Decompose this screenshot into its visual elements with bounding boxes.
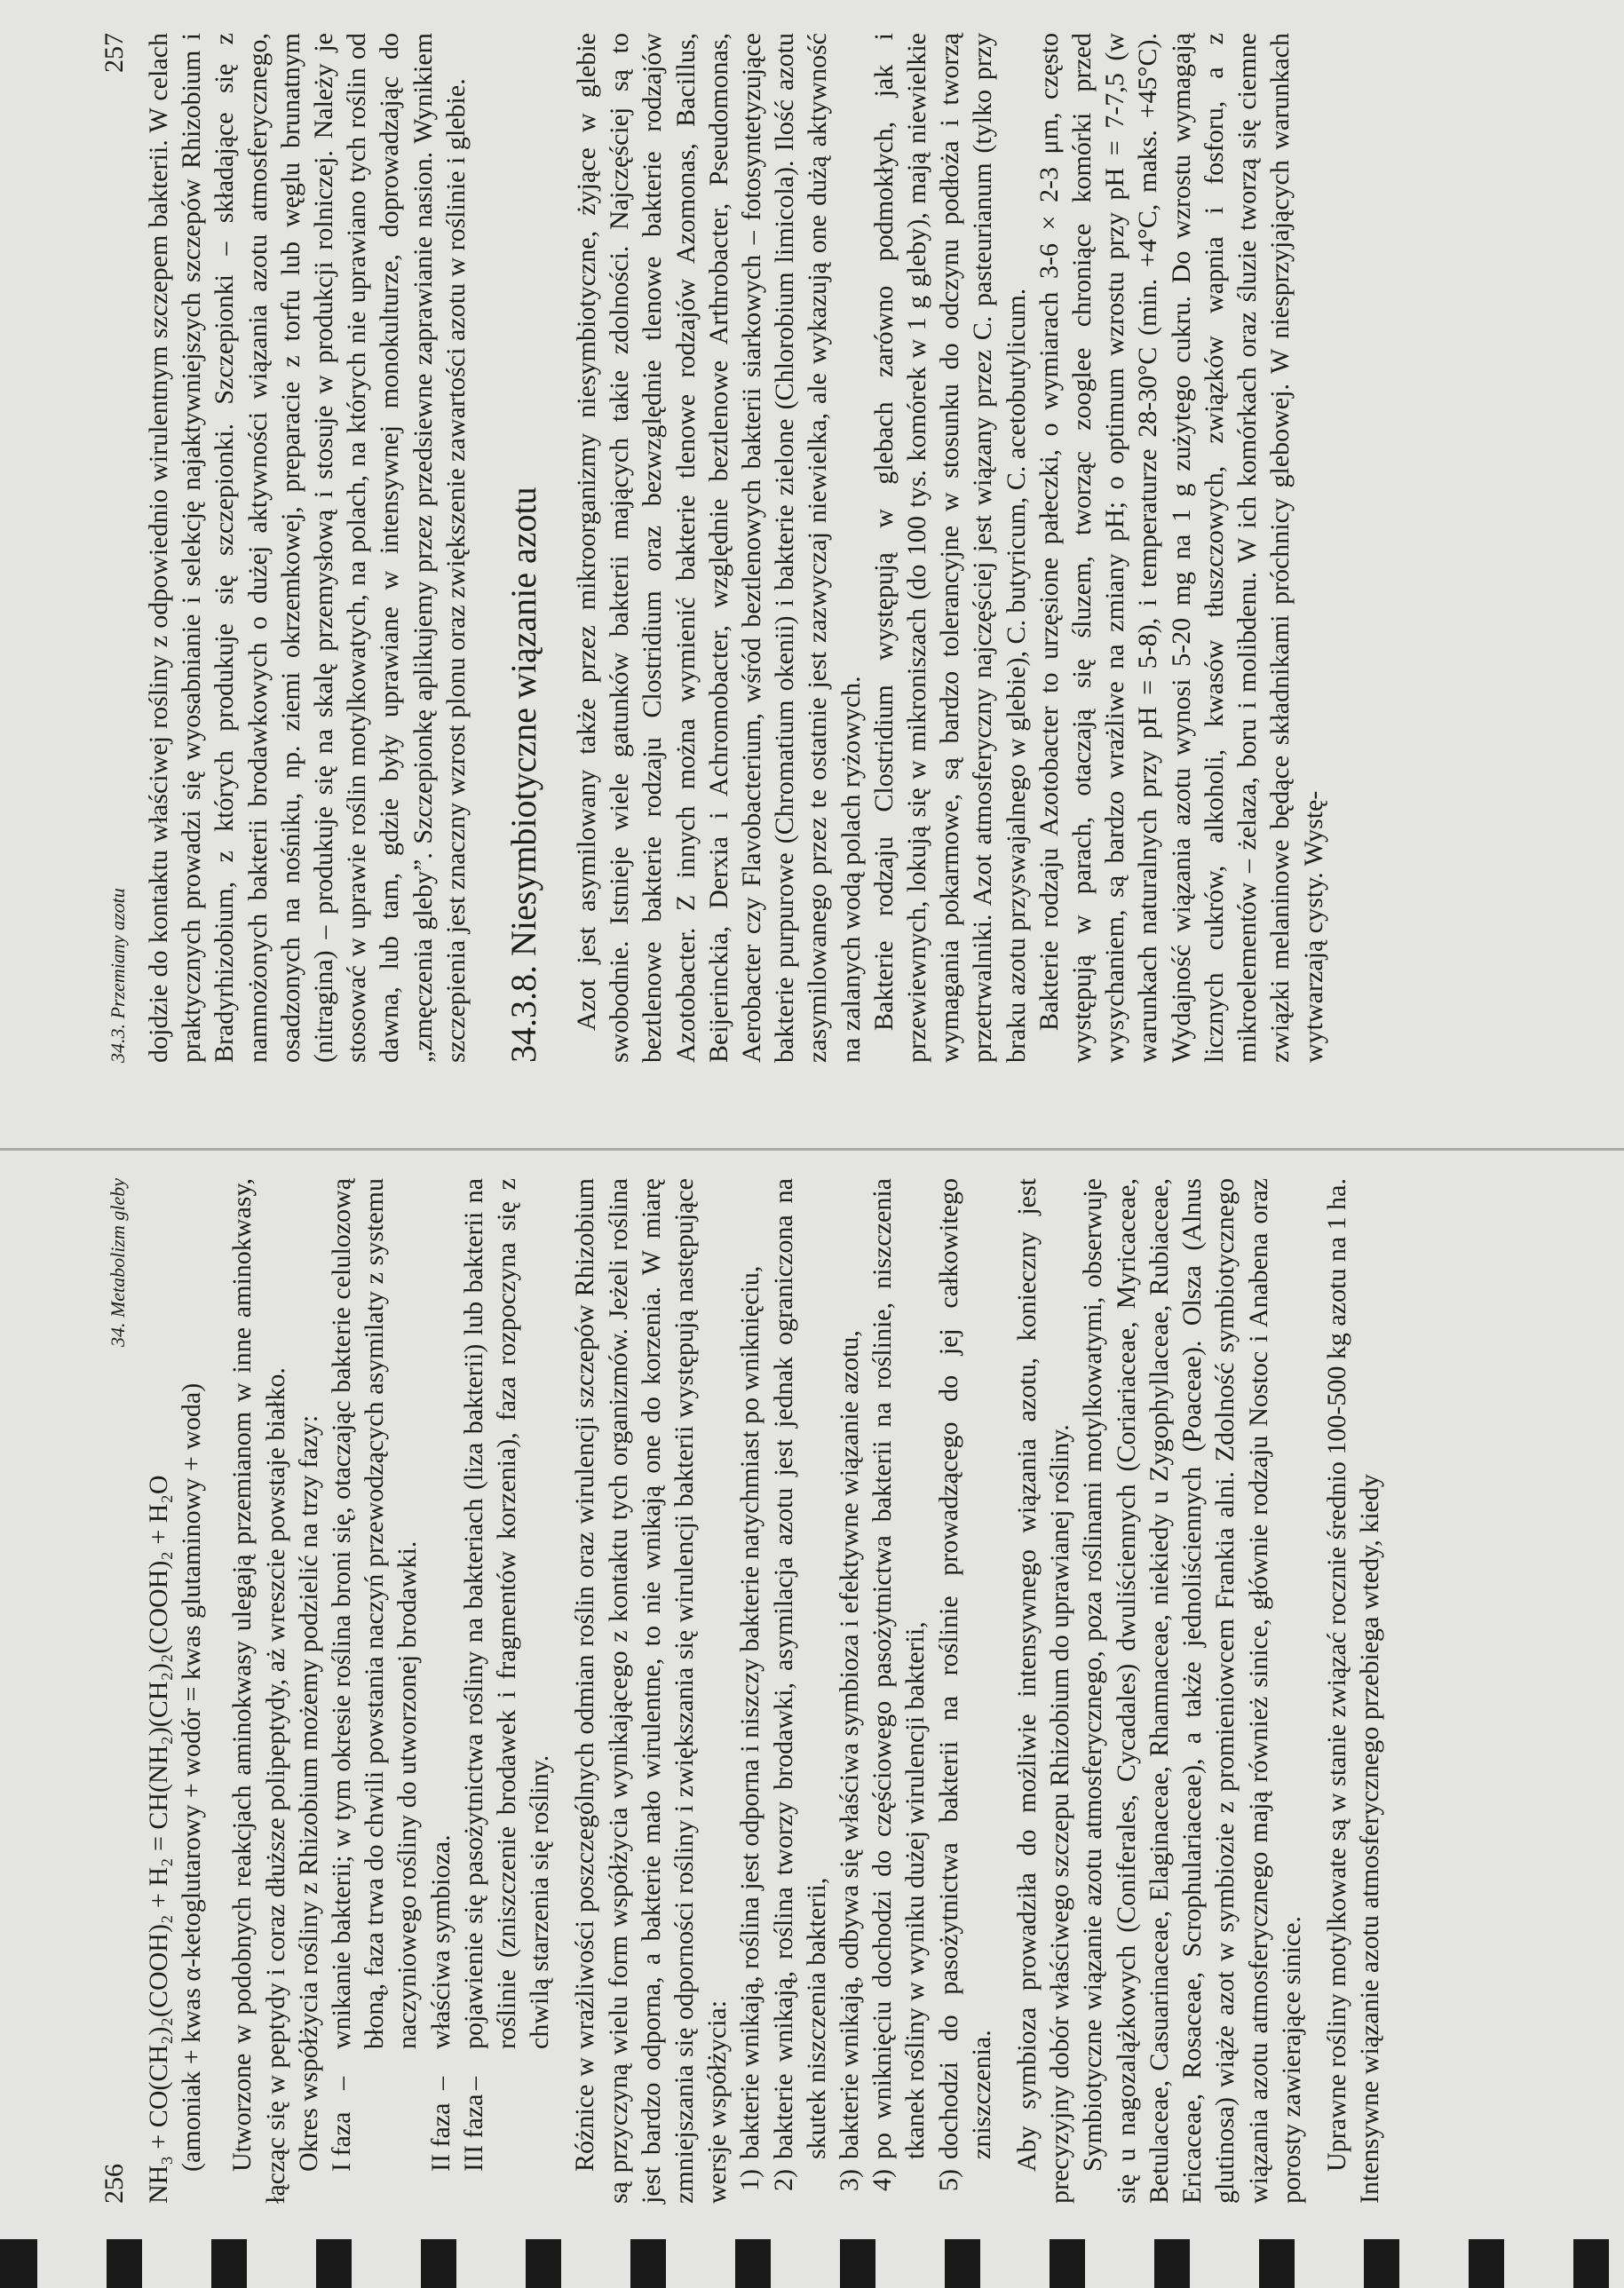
list-number: 2) [768,2169,798,2191]
running-header-left: 34. Metabolizm gleby [107,1178,129,1348]
phase-dash: – [425,2077,456,2090]
paragraph-phases-intro: Okres współżycia rośliny z Rhizobium możemy podzielić na trzy fazy: [293,1414,323,2172]
list-number: 4) [867,2169,898,2191]
phase-dash: – [327,2077,357,2090]
list-text: bakterie wnikają, roślina jest odporna i niszczy bakterie natychmiast po wniknięciu, [735,1265,765,2159]
list-text: bakterie wnikają, odbywa się właściwa symbioza i efektywne wiązanie azotu, [835,1330,865,2159]
scan-edge-mark [1469,2239,1504,2288]
scan-edge-mark [1364,2239,1399,2288]
scan-edge-mark [421,2239,456,2288]
list-number: 5) [933,2169,963,2191]
section-heading: 34.3.8. Niesymbiotyczne wiązanie azotu [503,487,544,1063]
scan-edge-mark [526,2239,561,2288]
formula-line: NH₃ + CO(CH₂)₂(COOH)₂ + H₂ = CH(NH₂)(CH₂)₂(COOH)₂ + H₂O [144,1475,173,2204]
paragraph-symbiotic-fixation: Symbiotyczne wiązanie azotu atmosferycznego, poza roślinami motylkowatymi, obserwuje się u nagozalążkowych (Coniferales, Cycadales) dwuliściennych (Coriariaceae, Myricaceae, Betulaceae, Casuarinaceae, Elaginaceae, Rhamnaceae, niekiedy u Zygophyllaceae, Rubiaceae, Ericaceae, Rosaceae, Scrophulariaceae), a także jednoliściennych (Poaceae). Olsza (Alnus glutinosa) wiąże azot w symbiozie z promieniowcem Frankia alni. Zdolność symbiotycznego wiązania azotu atmosferycznego mają również sinice, głównie rodzaju Nostoc i Anabena oraz porosty zawierające sinice. [1078,1178,1306,2204]
phase-label: I faza [327,2111,357,2172]
scan-edge-mark [1573,2239,1609,2288]
scan-edge-mark [1154,2239,1190,2288]
paragraph-azotobacter: Bakterie rodzaju Azotobacter to urzęsione pałeczki, o wymiarach 3-6 × 2-3 μm, często występują w parach, otaczają się śluzem, tworząc zooglee chroniące komórki przed wysychaniem, są bardzo wrażliwe na zmiany pH; o optimum wzrostu przy pH = 7-7,5 (w warunkach naturalnych przy pH = 5-8), i temperaturze 28-30°C (min. +4°C, maks. +45°C). Wydajność wiązania azotu wynosi 5-20 mg na 1 g zużytego cukru. Do wzrostu wymagają licznych cukrów, alkoholi, kwasów tłuszczowych, związków wapnia i fosforu, a z mikroelementów – żelaza, boru i molibdenu. W ich komórkach oraz śluzie tworzą się ciemne związki melaninowe będące składnikami próchnicy glebowej. W niesprzyjających warunkach wytwarzają cysty. Wystę- [1034,33,1328,1063]
paragraph-inoculants: dojdzie do kontaktu właściwej rośliny z odpowiednio wirulentnym szczepem bakterii. W celach praktycznych prowadzi się wyosabnianie i selekcję najaktywniejszych szczepów Rhizobium i Bradyrhizobium, z których produkuje się szczepionki. Szczepionki – składające się z namnożonych bakterii brodawkowych o dużej aktywności wiązania azotu atmosferycznego, osadzonych na nośniku, np. ziemi okrzemkowej, preparacie z torfu lub węglu brunatnym (nitragina) – produkuje się na skalę przemysłową i stosuje w produkcji rolniczej. Należy je stosować w uprawie roślin motylkowatych, na polach, na których nie uprawiano tych roślin od dawna, lub tam, gdzie były uprawiane w intensywnej monokulturze, doprowadzając do „zmęczenia gleby”. Szczepionkę aplikujemy przez przedsiewne zaprawianie nasion. Wynikiem szczepienia jest znaczny wzrost plonu oraz zwiększenie zawartości azotu w roślinie i glebie. [144,33,471,1063]
scan-edge-mark [211,2239,247,2288]
scan-edge-mark [840,2239,875,2288]
paragraph-strain-selection: Aby symbioza prowadziła do możliwie intensywnego wiązania azotu, konieczny jest precyzyjny dobór właściwego szczepu Rhizobium do uprawianej rośliny. [1012,1178,1075,2204]
page-number-left: 256 [99,2164,129,2204]
formula-gloss: (amoniak + kwas α-ketoglutarowy + wodór = kwas glutaminowy + woda) [177,1382,207,2172]
paragraph-clostridium: Bakterie rodzaju Clostridium występują w glebach zarówno podmokłych, jak i przewiewnych, lokują się w mikroniszach (do 100 tys. komórek w 1 g gleby), mają niewielkie wymagania pokarmowe, są bardzo tolerancyjne w stosunku do odczynu podłoża i tworzą przetrwalniki. Azot atmosferyczny najczęściej jest wiązany przez C. pasteurianum (tylko przy braku azotu przyswajalnego w glebie), C. butyricum, C. acetobutylicum. [868,33,1031,1063]
list-text: po wniknięciu dochodzi do częściowego pasożytnictwa bakterii na roślinie, niszczenia tkanek rośliny w wyniku dużej wirulencji bakterii, [867,1178,931,2159]
phase-text: wnikanie bakterii; w tym okresie roślina broni się, otaczając bakterie celulozową błoną, faza trwa do chwili powstania naczyń przewodzących asymilaty z systemu naczyniowego rośliny do utworzonej brodawki. [327,1178,423,2049]
phase-text: pojawienie się pasożytnictwa rośliny na bakteriach (liza bakterii) lub bakterii na roślinie (zniszczenie brodawek i fragmentów korzenia), faza rozpoczyna się z chwilą starzenia się rośliny. [458,1178,555,2049]
scan-edge-mark [107,2239,142,2288]
phase-label: II faza [425,2102,456,2172]
scan-edge-mark [1050,2239,1085,2288]
scan-edge-mark [945,2239,980,2288]
page-number-right: 257 [99,33,129,73]
scan-edge-mark [0,2239,37,2288]
phase-text: właściwa symbioza. [425,1834,456,2049]
phase-dash: – [458,2077,488,2090]
paragraph-nonsymbiotic: Azot jest asymilowany także przez mikroorganizmy niesymbiotyczne, żyjące w glebie swobodnie. Istnieje wiele gatunków bakterii mających takie zdolności. Najczęściej są to beztlenowe bakterie rodzaju Clostridium oraz bezwzględnie tlenowe bakterie rodzajów Azotobacter. Z innych można wymienić bakterie tlenowe rodzajów Azomonas, Bacillus, Beijerinckia, Derxia i Achromobacter, względnie beztlenowe Arthrobacter, Pseudomonas, Aerobacter czy Flavobacterium, wśród beztlenowych bakterii siarkowych – fotosyntetyzujące bakterie purpurowe (Chromatium okenii) i bakterie zielone (Chlorobium limicola). Ilość azotu zasymilowanego przez te ostatnie jest zazwyczaj niewielka, ale wykazują one dużą aktywność na zalanych wodą polach ryżowych. [572,33,866,1063]
scan-edge-mark [735,2239,771,2288]
list-number: 1) [735,2169,765,2191]
scan-edge-mark [1259,2239,1295,2288]
paragraph-legume-yield: Uprawne rośliny motylkowate są w stanie związać rocznie średnio 100-500 kg azotu na 1 ha. Intensywne wiązanie azotu atmosferycznego przebiega wtedy, kiedy [1321,1178,1385,2204]
running-header-right: 34.3. Przemiany azotu [107,888,129,1063]
phase-label: III faza [458,2094,488,2172]
list-number: 3) [835,2169,865,2191]
paragraph-aminoacids: Utworzone w podobnych reakcjach aminokwasy ulegają przemianom w inne aminokwasy, łącząc się w peptydy i coraz dłuższe polipeptydy, aż wreszcie powstaje białko. [227,1178,290,2204]
scan-edge-mark [630,2239,666,2288]
scan-edge-mark [316,2239,352,2288]
list-text: dochodzi do pasożytnictwa bakterii na roślinie prowadzącego do jej całkowitego zniszczenia. [933,1178,996,2159]
paragraph-rhizobium-variants: Różnice w wrażliwości poszczególnych odmian roślin oraz wirulencji szczepów Rhizobium są przyczyną wielu form współżycia wynikającego z kontaktu tych organizmów. Jeżeli roślina jest bardzo odporna, a bakterie mało wirulentne, to nie wnikają one do korzenia. W miarę zmniejszania się odporności rośliny i zwiększania się wirulencji bakterii występują następujące wersje współżycia: [570,1178,733,2204]
list-text: bakterie wnikają, roślina tworzy brodawki, asymilacja azotu jest jednak ograniczona na skutek niszczenia bakterii, [768,1178,831,2159]
